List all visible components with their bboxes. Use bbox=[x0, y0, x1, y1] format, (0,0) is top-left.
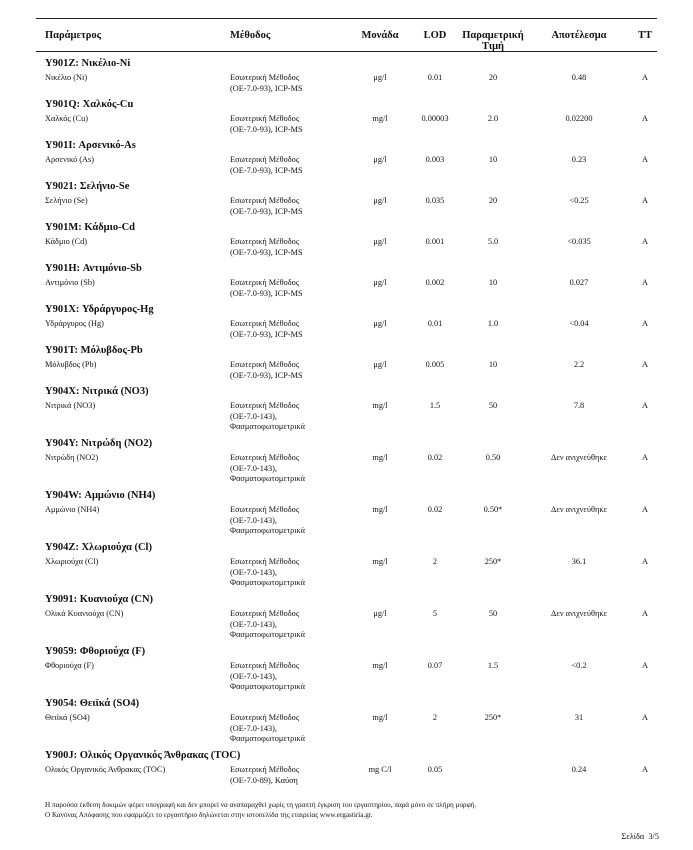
tt-cell: A bbox=[642, 713, 648, 722]
method-line: (ΟΕ-7.0-143), bbox=[230, 411, 278, 421]
parametric-value-cell: 1.0 bbox=[487, 319, 499, 328]
result-cell: 7.8 bbox=[573, 401, 585, 410]
unit-cell: mg/l bbox=[372, 505, 388, 514]
lod-cell: 1.5 bbox=[429, 401, 441, 410]
test-code-title: Y900J: Ολικός Οργανικός Άνθρακας (TOC) bbox=[45, 750, 241, 761]
method-cell bbox=[230, 278, 303, 299]
method-cell bbox=[230, 319, 303, 340]
method-line: (ΟΕ-7.0-143), bbox=[230, 671, 278, 681]
result-cell: 0.48 bbox=[571, 73, 587, 82]
parametric-value-cell: 250* bbox=[484, 713, 502, 722]
method-line: Φασματοφωτομετρικά bbox=[230, 630, 305, 639]
lod-cell: 2 bbox=[432, 713, 438, 722]
method-cell bbox=[230, 114, 303, 135]
test-code-title: Y9021: Σελήνιο-Se bbox=[45, 181, 130, 192]
parameter-name: Νιτρώδη (NO2) bbox=[45, 453, 99, 462]
method-cell bbox=[230, 713, 305, 745]
unit-cell: μg/l bbox=[373, 360, 387, 369]
parametric-value-cell: 20 bbox=[488, 196, 498, 205]
header-tt: ΤΤ bbox=[637, 30, 652, 41]
method-line: Εσωτερική Μέθοδος bbox=[230, 713, 300, 722]
test-code-title: Y9059: Φθοριούχα (F) bbox=[45, 646, 146, 657]
result-cell: 0.02200 bbox=[565, 114, 593, 123]
parameter-name: Νιτρικά (NO3) bbox=[45, 401, 96, 410]
unit-cell: μg/l bbox=[373, 196, 387, 205]
lod-cell: 0.01 bbox=[427, 319, 443, 328]
parameter-name: Φθοριούχα (F) bbox=[45, 661, 94, 670]
lod-cell: 0.02 bbox=[427, 505, 443, 514]
parameter-name: Αρσενικό (As) bbox=[45, 155, 95, 164]
method-cell bbox=[230, 609, 305, 641]
parameter-name: Αντιμόνιο (Sb) bbox=[45, 278, 95, 287]
unit-cell: mg/l bbox=[372, 401, 388, 410]
tt-cell: A bbox=[642, 114, 648, 123]
tt-cell: A bbox=[642, 557, 648, 566]
lod-cell: 0.05 bbox=[427, 765, 443, 774]
tt-cell: A bbox=[642, 401, 648, 410]
unit-cell: mg/l bbox=[372, 114, 388, 123]
method-line: Εσωτερική Μέθοδος bbox=[230, 360, 300, 369]
lod-cell: 0.07 bbox=[427, 661, 443, 670]
parametric-value-cell: 50 bbox=[488, 609, 498, 618]
method-line: (ΟΕ-7.0-143), bbox=[230, 515, 278, 525]
method-cell bbox=[230, 196, 303, 217]
page-number bbox=[621, 832, 659, 841]
method-line: Φασματοφωτομετρικά bbox=[230, 474, 305, 483]
test-code-title: Y9054: Θειϊκά (SO4) bbox=[45, 698, 140, 709]
tt-cell: A bbox=[642, 360, 648, 369]
parametric-value-cell: 10 bbox=[488, 278, 498, 287]
method-line: Εσωτερική Μέθοδος bbox=[230, 196, 300, 205]
footer-decision-rule: Ο Κανόνας Απόφασης που εφαρμόζει το εργαστήριο δηλώνεται στην ιστοσελίδα της εταιρείας www.ergastiria.gr. bbox=[45, 811, 373, 819]
result-cell: <0.25 bbox=[569, 196, 589, 205]
lod-cell: 0.002 bbox=[425, 278, 445, 287]
tt-cell: A bbox=[642, 609, 648, 618]
parameter-name: Νικέλιο (Ni) bbox=[45, 73, 88, 82]
parametric-value-cell: 50 bbox=[488, 401, 498, 410]
method-line: (ΟΕ-7.0-93), ICP-MS bbox=[230, 370, 303, 380]
method-line: Φασματοφωτομετρικά bbox=[230, 526, 305, 535]
unit-cell: μg/l bbox=[373, 319, 387, 328]
page-label: Σελίδα bbox=[621, 832, 645, 841]
method-line: Εσωτερική Μέθοδος bbox=[230, 401, 300, 410]
unit-cell: mg/l bbox=[372, 661, 388, 670]
test-code-title: Y9091: Κυανιούχα (CN) bbox=[45, 594, 154, 605]
method-line: (ΟΕ-7.0-93), ICP-MS bbox=[230, 329, 303, 339]
parametric-value-cell: 5.0 bbox=[487, 237, 499, 246]
method-line: Εσωτερική Μέθοδος bbox=[230, 505, 300, 514]
method-line: (ΟΕ-7.0-93), ICP-MS bbox=[230, 247, 303, 257]
method-line: Εσωτερική Μέθοδος bbox=[230, 155, 300, 164]
tt-cell: A bbox=[642, 765, 648, 774]
result-cell: <0.035 bbox=[567, 237, 591, 246]
method-line: (ΟΕ-7.0-93), ICP-MS bbox=[230, 206, 303, 216]
unit-cell: mg C/l bbox=[368, 765, 392, 774]
lod-cell: 5 bbox=[432, 609, 438, 618]
tt-cell: A bbox=[642, 453, 648, 462]
method-line: Φασματοφωτομετρικά bbox=[230, 682, 305, 691]
lod-cell: 0.00003 bbox=[421, 114, 449, 123]
lod-cell: 2 bbox=[432, 557, 438, 566]
result-cell: Δεν ανιχνεύθηκε bbox=[551, 453, 607, 462]
test-code-title: Y901X: Υδράργυρος-Hg bbox=[45, 304, 154, 315]
header-lod: LOD bbox=[423, 30, 447, 41]
method-cell bbox=[230, 557, 305, 589]
header-method: Μέθοδος bbox=[230, 30, 271, 41]
method-line: Εσωτερική Μέθοδος bbox=[230, 453, 300, 462]
report-footer bbox=[45, 800, 476, 820]
method-line: Φασματοφωτομετρικά bbox=[230, 422, 305, 431]
tt-cell: A bbox=[642, 319, 648, 328]
unit-cell: μg/l bbox=[373, 73, 387, 82]
tt-cell: A bbox=[642, 505, 648, 514]
parameter-name: Αμμώνιο (NH4) bbox=[45, 505, 100, 514]
test-code-title: Y901I: Αρσενικό-As bbox=[45, 140, 136, 151]
lod-cell: 0.005 bbox=[425, 360, 445, 369]
parametric-value-cell: 20 bbox=[488, 73, 498, 82]
parametric-value-cell: 2.0 bbox=[487, 114, 499, 123]
parameter-name: Μόλυβδος (Pb) bbox=[45, 360, 97, 369]
test-code-title: Y901Z: Νικέλιο-Ni bbox=[45, 58, 131, 69]
method-line: (ΟΕ-7.0-143), bbox=[230, 723, 278, 733]
parameter-name: Ολικός Οργανικός Άνθρακας (TOC) bbox=[45, 765, 166, 774]
tt-cell: A bbox=[642, 73, 648, 82]
method-line: Εσωτερική Μέθοδος bbox=[230, 765, 300, 774]
header-unit: Μονάδα bbox=[361, 30, 399, 41]
method-line: (ΟΕ-7.0-93), ICP-MS bbox=[230, 165, 303, 175]
method-line: Εσωτερική Μέθοδος bbox=[230, 661, 300, 670]
parametric-value-cell: 0.50* bbox=[483, 505, 503, 514]
method-cell bbox=[230, 360, 303, 381]
parameter-name: Θειϊκά (SO4) bbox=[45, 713, 90, 722]
unit-cell: mg/l bbox=[372, 557, 388, 566]
method-line: Εσωτερική Μέθοδος bbox=[230, 278, 300, 287]
test-code-title: Y904Y: Νιτρώδη (NO2) bbox=[45, 438, 153, 449]
parameter-name: Κάδμιο (Cd) bbox=[45, 237, 88, 246]
result-cell: 0.027 bbox=[569, 278, 589, 287]
method-line: Εσωτερική Μέθοδος bbox=[230, 319, 300, 328]
test-code-title: Y904W: Αμμώνιο (NH4) bbox=[45, 490, 156, 501]
parametric-value-cell: 250* bbox=[484, 557, 502, 566]
test-code-title: Y901T: Μόλυβδος-Pb bbox=[45, 345, 143, 356]
result-cell: Δεν ανιχνεύθηκε bbox=[551, 609, 607, 618]
lod-cell: 0.035 bbox=[425, 196, 445, 205]
parametric-value-cell: 0.50 bbox=[485, 453, 501, 462]
method-line: Φασματοφωτομετρικά bbox=[230, 734, 305, 743]
result-cell: 0.24 bbox=[571, 765, 587, 774]
tt-cell: A bbox=[642, 278, 648, 287]
header-parameter: Παράμετρος bbox=[45, 30, 102, 41]
test-code-title: Y904X: Νιτρικά (NO3) bbox=[45, 386, 149, 397]
test-code-title: Y904Z: Χλωριούχα (Cl) bbox=[45, 542, 152, 553]
method-line: (ΟΕ-7.0-93), ICP-MS bbox=[230, 124, 303, 134]
lod-cell: 0.01 bbox=[427, 73, 443, 82]
method-cell bbox=[230, 155, 303, 176]
page-index: 3/5 bbox=[648, 832, 659, 841]
parameter-name: Χαλκός (Cu) bbox=[45, 114, 89, 123]
parametric-value-cell: 1.5 bbox=[487, 661, 499, 670]
method-line: Εσωτερική Μέθοδος bbox=[230, 609, 300, 618]
unit-cell: mg/l bbox=[372, 713, 388, 722]
parameter-name: Υδράργυρος (Hg) bbox=[45, 319, 104, 328]
result-cell: 36.1 bbox=[571, 557, 587, 566]
unit-cell: μg/l bbox=[373, 237, 387, 246]
lod-cell: 0.003 bbox=[425, 155, 445, 164]
tt-cell: A bbox=[642, 237, 648, 246]
header-parametric-value-line1: Παραμετρική bbox=[462, 30, 524, 41]
result-cell: <0.2 bbox=[571, 661, 587, 670]
parametric-value-cell: 10 bbox=[488, 155, 498, 164]
parametric-value-cell: 10 bbox=[488, 360, 498, 369]
method-line: (ΟΕ-7.0-143), bbox=[230, 619, 278, 629]
method-cell bbox=[230, 661, 305, 693]
unit-cell: μg/l bbox=[373, 609, 387, 618]
method-cell bbox=[230, 453, 305, 485]
method-line: (ΟΕ-7.0-143), bbox=[230, 463, 278, 473]
method-line: (ΟΕ-7.0-143), bbox=[230, 567, 278, 577]
method-cell bbox=[230, 401, 305, 433]
test-code-title: Y901M: Κάδμιο-Cd bbox=[45, 222, 136, 233]
result-cell: 0.23 bbox=[571, 155, 587, 164]
method-line: Εσωτερική Μέθοδος bbox=[230, 114, 300, 123]
tt-cell: A bbox=[642, 155, 648, 164]
method-cell bbox=[230, 765, 299, 786]
method-line: (ΟΕ-7.0-89), Καύση bbox=[230, 775, 298, 785]
footer-disclaimer: Η παρούσα έκθεση δοκιμών φέρει υπογραφή και δεν μπορεί να αναπαραχθεί χωρίς τη γραπτή έγκριση του εργαστηρίου, παρά μόνο σε πλήρη μορφή. bbox=[45, 801, 477, 809]
unit-cell: μg/l bbox=[373, 155, 387, 164]
method-cell bbox=[230, 505, 305, 537]
test-code-title: Y901H: Αντιμόνιο-Sb bbox=[45, 263, 142, 274]
lod-cell: 0.001 bbox=[425, 237, 445, 246]
method-line: (ΟΕ-7.0-93), ICP-MS bbox=[230, 288, 303, 298]
method-line: Φασματοφωτομετρικά bbox=[230, 578, 305, 587]
method-line: Εσωτερική Μέθοδος bbox=[230, 73, 300, 82]
parameter-name: Χλωριούχα (Cl) bbox=[45, 557, 99, 566]
parameter-name: Σελήνιο (Se) bbox=[45, 196, 88, 205]
method-line: Εσωτερική Μέθοδος bbox=[230, 557, 300, 566]
header-parametric-value-line2: Τιμή bbox=[482, 41, 504, 52]
result-cell: 2.2 bbox=[573, 360, 585, 369]
result-cell: <0.04 bbox=[569, 319, 589, 328]
test-code-title: Y901Q: Χαλκός-Cu bbox=[45, 99, 134, 110]
tt-cell: A bbox=[642, 196, 648, 205]
lod-cell: 0.02 bbox=[427, 453, 443, 462]
tt-cell: A bbox=[642, 661, 648, 670]
method-cell bbox=[230, 237, 303, 258]
result-cell: Δεν ανιχνεύθηκε bbox=[551, 505, 607, 514]
parameter-name: Ολικά Κυανιούχα (CN) bbox=[45, 609, 124, 618]
method-line: Εσωτερική Μέθοδος bbox=[230, 237, 300, 246]
method-cell bbox=[230, 73, 303, 94]
method-line: (ΟΕ-7.0-93), ICP-MS bbox=[230, 83, 303, 93]
unit-cell: mg/l bbox=[372, 453, 388, 462]
unit-cell: μg/l bbox=[373, 278, 387, 287]
result-cell: 31 bbox=[574, 713, 584, 722]
header-result: Αποτέλεσμα bbox=[551, 30, 607, 41]
